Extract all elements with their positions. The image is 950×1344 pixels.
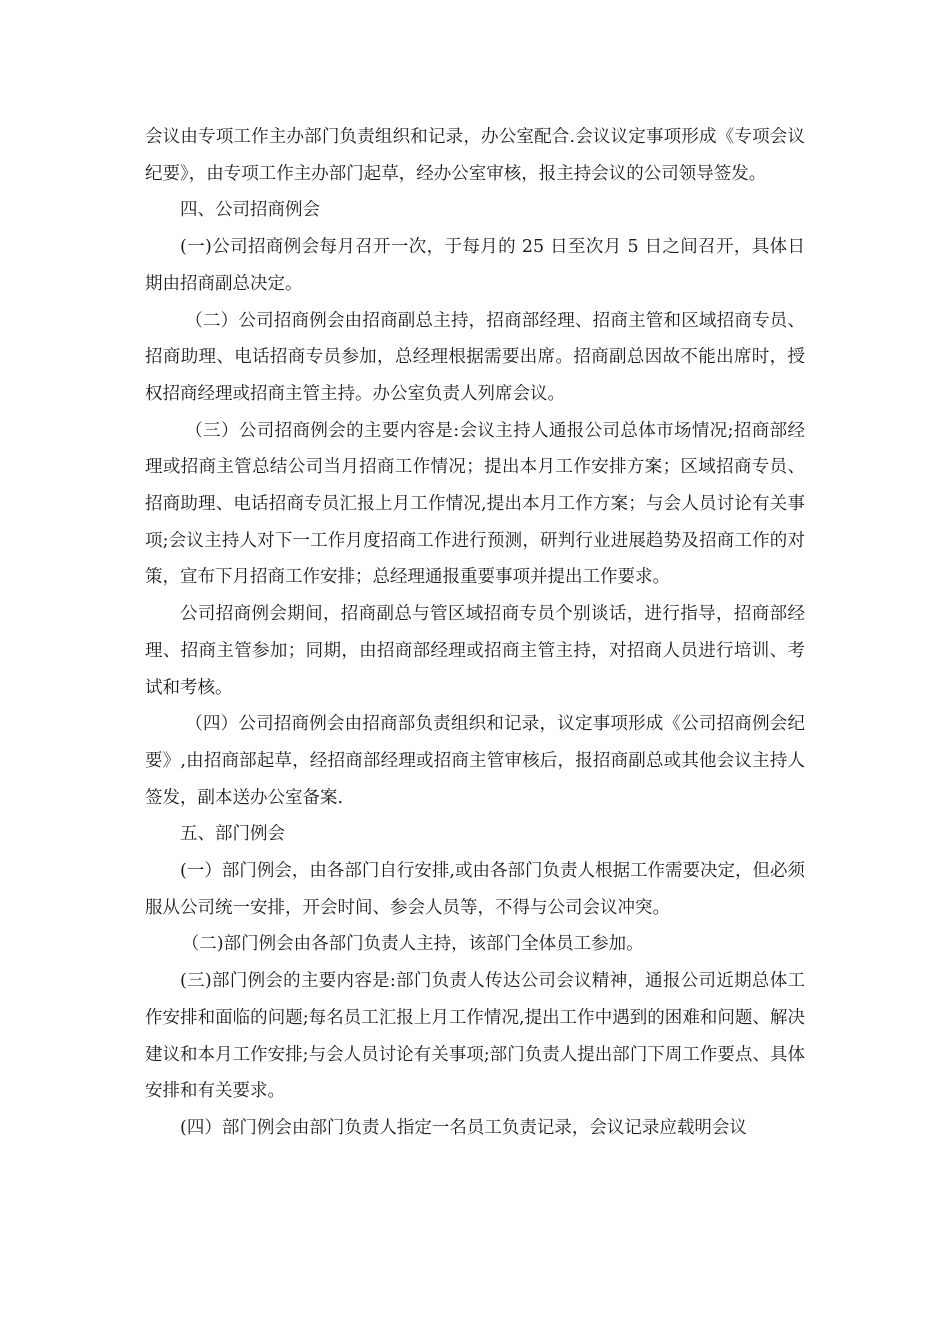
paragraph-department-meeting-schedule: (一）部门例会，由各部门自行安排,或由各部门负责人根据工作需要决定，但必须服从公司统一安排，开会时间、参会人员等，不得与公司会议冲突。: [145, 861, 805, 918]
document-page: [145, 119, 805, 1147]
paragraph-special-meeting-minutes: 会议由专项工作主办部门负责组织和记录，办公室配合.会议议定事项形成《专项会议纪要》，由专项工作主办部门起草，经办公室审核，报主持会议的公司领导签发。: [145, 127, 805, 184]
paragraph-investment-meeting-minutes: （四）公司招商例会由招商部负责组织和记录，议定事项形成《公司招商例会纪要》,由招商部起草，经招商部经理或招商主管审核后，报招商副总或其他会议主持人签发，副本送办公室备案.: [145, 714, 805, 808]
paragraph-investment-meeting-content: （三）公司招商例会的主要内容是:会议主持人通报公司总体市场情况;招商部经理或招商主管总结公司当月招商工作情况；提出本月工作安排方案；区域招商专员、招商助理、电话招商专员汇报上月工作情况,提出本月工作方案；与会人员讨论有关事项;会议主持人对下一工作月度招商工作进行预测，研判行业进展趋势及招商工作的对策，宣布下月招商工作安排；总经理通报重要事项并提出工作要求。: [145, 420, 805, 588]
paragraph-department-meeting-records: (四）部门例会由部门负责人指定一名员工负责记录，会议记录应载明会议: [180, 1117, 747, 1138]
section-heading-investment-meeting: 四、公司招商例会: [180, 200, 320, 221]
paragraph-department-meeting-host: （二)部门例会由各部门负责人主持，该部门全体员工参加。: [181, 934, 644, 955]
section-heading-department-meeting: 五、部门例会: [180, 824, 285, 845]
paragraph-investment-meeting-interviews: 公司招商例会期间，招商副总与管区域招商专员个别谈话，进行指导，招商部经理、招商主管参加；同期，由招商部经理或招商主管主持，对招商人员进行培训、考试和考核。: [145, 604, 805, 698]
paragraph-investment-meeting-schedule: (一)公司招商例会每月召开一次，于每月的 25 日至次月 5 日之间召开，具体日期由招商副总决定。: [145, 237, 805, 294]
paragraph-investment-meeting-attendees: （二）公司招商例会由招商副总主持，招商部经理、招商主管和区域招商专员、招商助理、电话招商专员参加，总经理根据需要出席。招商副总因故不能出席时，授权招商经理或招商主管主持。办公室负责人列席会议。: [145, 310, 805, 404]
paragraph-department-meeting-content: (三)部门例会的主要内容是:部门负责人传达公司会议精神，通报公司近期总体工作安排和面临的问题;每名员工汇报上月工作情况,提出工作中遇到的困难和问题、解决建议和本月工作安排;与会人员讨论有关事项;部门负责人提出部门下周工作要点、具体安排和有关要求。: [145, 971, 805, 1102]
